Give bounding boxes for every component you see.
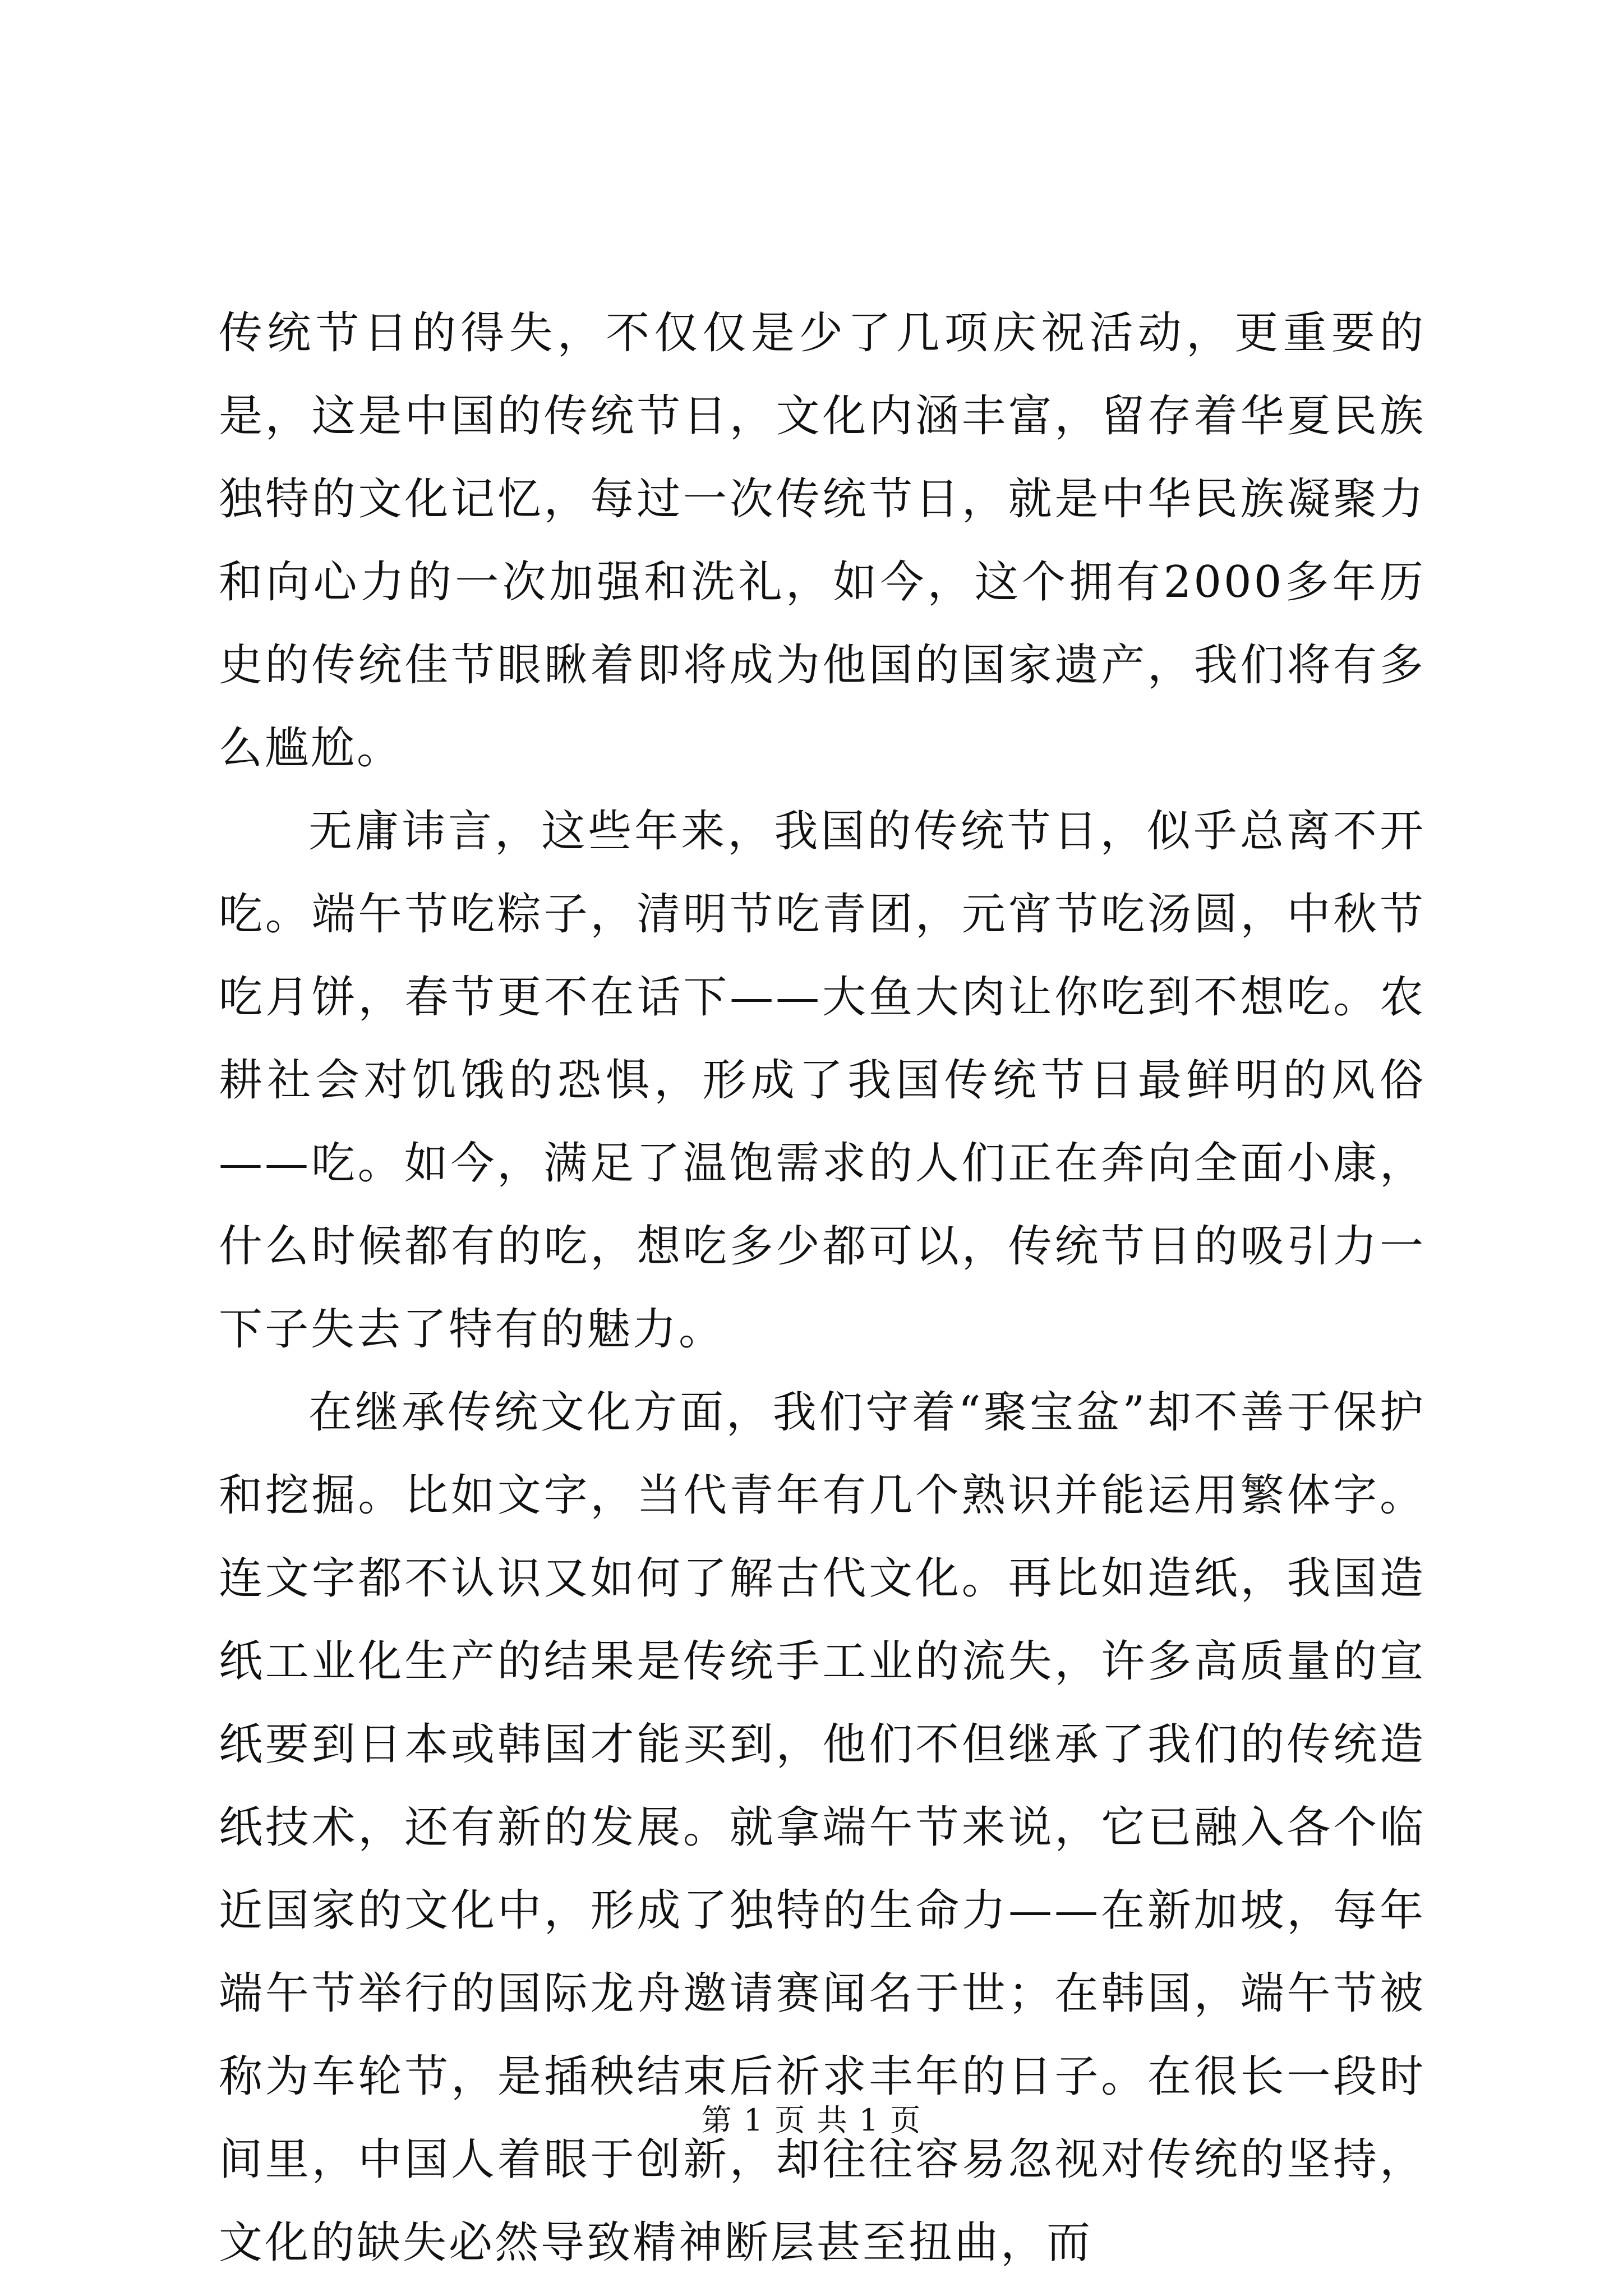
page-footer: 第 1 页 共 1 页 [701,2102,922,2138]
paragraph-2: 无庸讳言，这些年来，我国的传统节日，似乎总离不开吃。端午节吃粽子，清明节吃青团，元宵节吃汤圆，中秋节吃月饼，春节更不在话下——大鱼大肉让你吃到不想吃。农耕社会对饥饿的恐惧，形成了我国传统节日最鲜明的风俗——吃。如今，满足了温饱需求的人们正在奔向全面小康，什么时候都有的吃，想吃多少都可以，传统节日的吸引力一下子失去了特有的魅力。 [219,806,1426,1355]
document-body [219,292,1426,2284]
paragraph-1: 传统节日的得失，不仅仅是少了几项庆祝活动，更重要的是，这是中国的传统节日，文化内涵丰富，留存着华夏民族独特的文化记忆，每过一次传统节日，就是中华民族凝聚力和向心力的一次加强和洗礼，如今，这个拥有2000多年历史的传统佳节眼瞅着即将成为他国的国家遗产，我们将有多么尴尬。 [219,308,1426,774]
paragraph-3: 在继承传统文化方面，我们守着“聚宝盆”却不善于保护和挖掘。比如文字，当代青年有几个熟识并能运用繁体字。连文字都不认识又如何了解古代文化。再比如造纸，我国造纸工业化生产的结果是传统手工业的流失，许多高质量的宣纸要到日本或韩国才能买到，他们不但继承了我们的传统造纸技术，还有新的发展。就拿端午节来说，它已融入各个临近国家的文化中，形成了独特的生命力——在新加坡，每年端午节举行的国际龙舟邀请赛闻名于世；在韩国，端午节被称为车轮节，是插秧结束后祈求丰年的日子。在很长一段时间里，中国人着眼于创新，却往往容易忽视对传统的坚持，文化的缺失必然导致精神断层甚至扭曲，而 [219,1387,1426,2268]
